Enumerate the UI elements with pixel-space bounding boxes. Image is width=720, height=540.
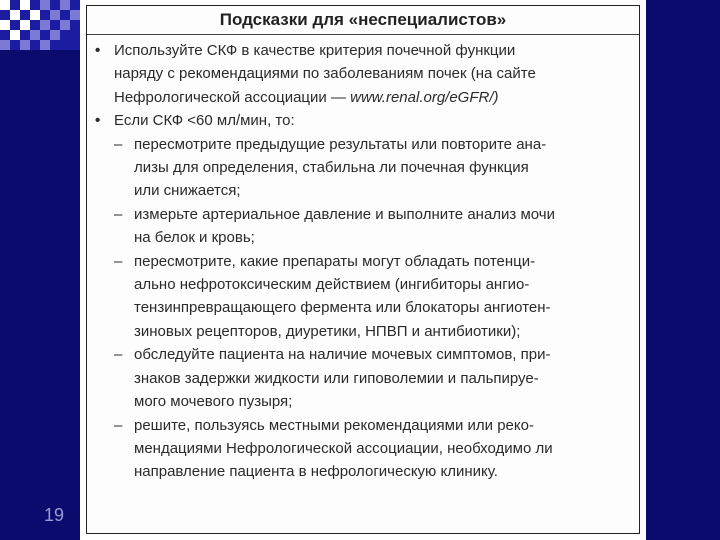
dash-marker: –: [114, 205, 123, 223]
document-frame: [86, 5, 640, 534]
text-fragment: Нефрологической ассоциации —: [114, 88, 351, 106]
bullet-text: [114, 109, 631, 132]
text-line: знаков задержки жидкости или гиповолемии и пальпируе-: [134, 369, 539, 387]
dash-marker: –: [114, 416, 123, 434]
sub-item: [95, 133, 631, 203]
sub-item: [95, 250, 631, 344]
text-line: пересмотрите предыдущие результаты или повторите ана-: [134, 135, 547, 153]
dash-marker: –: [114, 252, 123, 270]
corner-pattern: [0, 0, 80, 50]
text-line: лизы для определения, стабильна ли почечная функция: [134, 159, 529, 177]
text-line: измерьте артериальное давление и выполните анализ мочи: [134, 205, 555, 223]
bullet-item: [95, 39, 631, 109]
document-image: [80, 0, 646, 540]
sub-item: [95, 414, 631, 484]
bullet-marker: •: [95, 112, 101, 130]
sub-item-text: [134, 203, 631, 250]
document-title: Подсказки для «неспециалистов»: [87, 6, 639, 35]
text-line: мендациями Нефрологической ассоциации, необходимо ли: [134, 439, 553, 457]
text-line: на белок и кровь;: [134, 229, 255, 247]
bullet-text: [114, 39, 631, 109]
dash-marker: –: [114, 346, 123, 364]
text-line: Используйте СКФ в качестве критерия почечной функции: [114, 42, 516, 59]
text-line: или снижается;: [134, 182, 241, 200]
bullet-item: [95, 109, 631, 132]
sub-list: [95, 133, 631, 484]
dash-marker: –: [114, 135, 123, 153]
website-link[interactable]: www.renal.org/eGFR/): [350, 88, 499, 106]
document-content: [87, 35, 639, 484]
text-line: решите, пользуясь местными рекомендациями или реко-: [134, 416, 534, 434]
text-line: Если СКФ <60 мл/мин, то:: [114, 112, 295, 130]
text-line: направление пациента в нефрологическую клинику.: [134, 463, 498, 481]
sub-item: [95, 203, 631, 250]
text-line: пересмотрите, какие препараты могут обладать потенци-: [134, 252, 536, 270]
text-line: наряду с рекомендациями по заболеваниям почек (на сайте: [114, 65, 536, 83]
sub-item-text: [134, 133, 631, 203]
bullet-marker: •: [95, 42, 101, 59]
sub-item-text: [134, 343, 631, 413]
sub-item: [95, 343, 631, 413]
sub-item-text: [134, 250, 631, 344]
text-line: мого мочевого пузыря;: [134, 393, 293, 411]
slide-number: 19: [44, 505, 65, 525]
sub-item-text: [134, 414, 631, 484]
text-line: зиновых рецепторов, диуретики, НПВП и антибиотики);: [134, 322, 521, 340]
text-line: обследуйте пациента на наличие мочевых симптомов, при-: [134, 346, 551, 364]
text-line: тензинпревращающего фермента или блокаторы ангиотен-: [134, 299, 551, 317]
text-line: [114, 86, 631, 109]
text-line: ально нефротоксическим действием (ингибиторы ангио-: [134, 276, 530, 294]
